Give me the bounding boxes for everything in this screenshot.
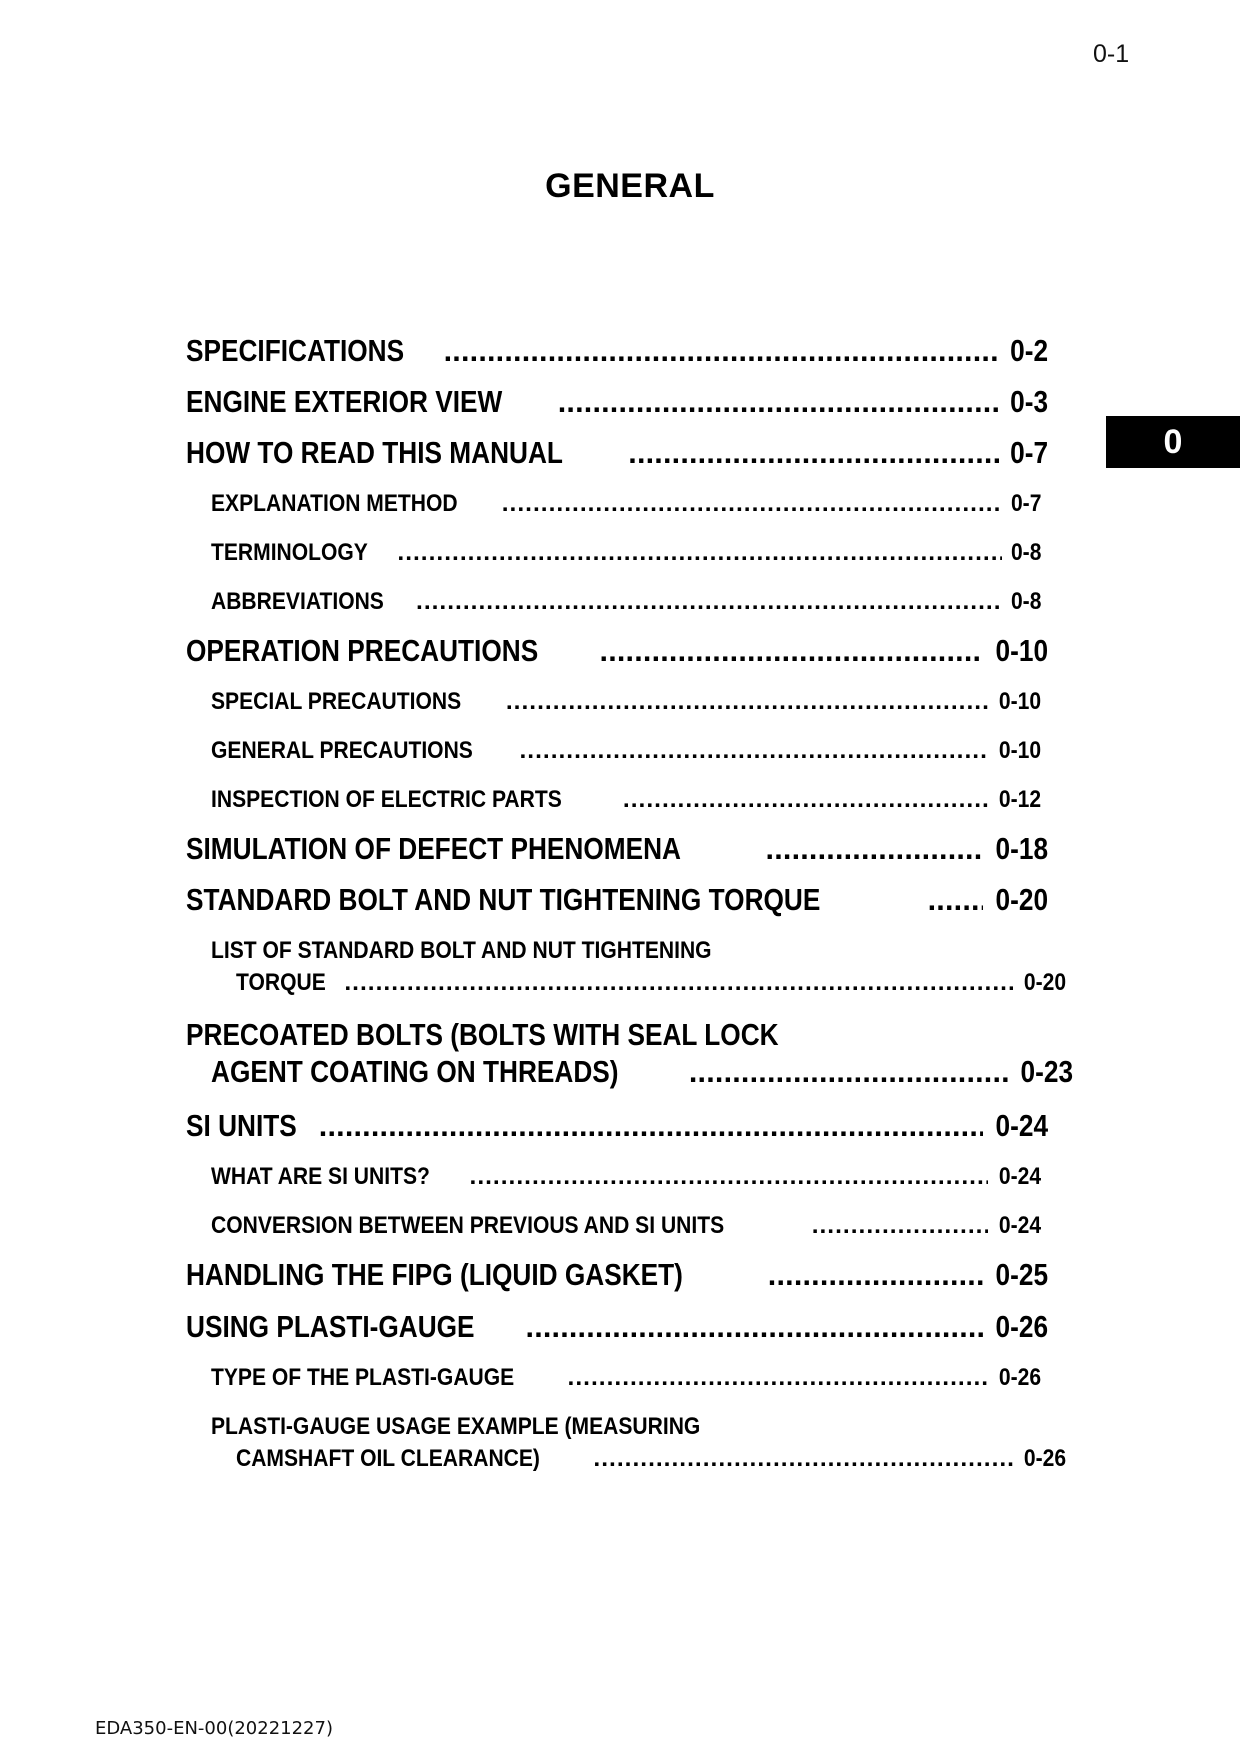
dot-leader <box>519 737 987 765</box>
toc-entry-title: TORQUE <box>236 969 326 996</box>
toc-entry-conversion-between-previous-and-si-units[interactable] <box>211 1212 1041 1240</box>
dot-leader <box>928 883 983 918</box>
toc-entry-title: SPECIFICATIONS <box>186 334 405 368</box>
toc-entry-page[interactable]: 0-7 <box>1010 436 1048 470</box>
toc-entry-title: CONVERSION BETWEEN PREVIOUS AND SI UNITS <box>211 1212 725 1239</box>
dot-leader <box>397 539 1001 567</box>
toc-entry-operation-precautions[interactable] <box>186 634 1048 669</box>
toc-entry-precoated-bolts[interactable] <box>186 1018 1073 1090</box>
toc-entry-terminology[interactable] <box>211 539 1041 567</box>
toc-entry-title: TYPE OF THE PLASTI-GAUGE <box>211 1364 515 1391</box>
toc-entry-page[interactable]: 0-24 <box>995 1109 1048 1143</box>
toc-entry-engine-exterior-view[interactable] <box>186 385 1048 420</box>
toc-entry-title: CAMSHAFT OIL CLEARANCE) <box>236 1445 540 1472</box>
toc-entry-title: INSPECTION OF ELECTRIC PARTS <box>211 786 562 813</box>
toc-entry-page[interactable]: 0-18 <box>995 832 1048 866</box>
toc-entry-simulation-of-defect-phenomena[interactable] <box>186 832 1048 867</box>
dot-leader <box>689 1055 1008 1090</box>
toc-entry-title: USING PLASTI-GAUGE <box>186 1310 475 1344</box>
toc-entry-page[interactable]: 0-3 <box>1010 385 1048 419</box>
toc-entry-title: TERMINOLOGY <box>211 539 368 566</box>
toc-entry-page[interactable]: 0-24 <box>998 1163 1041 1190</box>
toc-entry-type-of-the-plasti-gauge[interactable] <box>211 1364 1041 1392</box>
toc-entry-page[interactable]: 0-20 <box>1023 969 1066 996</box>
dot-leader <box>502 490 1002 518</box>
toc-entry-page[interactable]: 0-26 <box>995 1310 1048 1344</box>
dot-leader <box>766 832 983 867</box>
dot-leader <box>526 1310 983 1345</box>
toc-entry-page[interactable]: 0-10 <box>998 737 1041 764</box>
toc-entry-page[interactable]: 0-2 <box>1010 334 1048 368</box>
toc-entry-plasti-gauge-usage-example[interactable] <box>211 1413 1066 1473</box>
toc-entry-title: ABBREVIATIONS <box>211 588 384 615</box>
toc-entry-title-line1: PRECOATED BOLTS (BOLTS WITH SEAL LOCK <box>186 1018 779 1052</box>
page-title: GENERAL <box>545 167 715 205</box>
toc-entry-title: OPERATION PRECAUTIONS <box>186 634 539 668</box>
toc-entry-title: SPECIAL PRECAUTIONS <box>211 688 462 715</box>
toc-entry-title: HOW TO READ THIS MANUAL <box>186 436 563 470</box>
dot-leader <box>768 1258 983 1293</box>
toc-entry-special-precautions[interactable] <box>211 688 1041 716</box>
dot-leader <box>444 334 1000 369</box>
dot-leader <box>470 1163 988 1191</box>
toc-entry-si-units[interactable] <box>186 1109 1048 1144</box>
toc-entry-handling-the-fipg[interactable] <box>186 1258 1048 1293</box>
dot-leader <box>344 969 1013 997</box>
toc-entry-standard-bolt-and-nut-tightening-torque[interactable] <box>186 883 1048 918</box>
toc-entry-page[interactable]: 0-24 <box>998 1212 1041 1239</box>
dot-leader <box>593 1445 1013 1473</box>
toc-entry-title-line1: PLASTI-GAUGE USAGE EXAMPLE (MEASURING <box>211 1413 701 1440</box>
dot-leader <box>506 688 988 716</box>
toc-entry-page[interactable]: 0-12 <box>998 786 1041 813</box>
chapter-tab[interactable]: 0 <box>1106 416 1240 468</box>
toc-entry-how-to-read-this-manual[interactable] <box>186 436 1048 471</box>
toc-entry-page[interactable]: 0-23 <box>1020 1055 1073 1089</box>
toc-entry-list-of-standard-bolt-and-nut-tightening-torque[interactable] <box>211 937 1066 997</box>
toc-entry-page[interactable]: 0-10 <box>995 634 1048 668</box>
toc-entry-page[interactable]: 0-26 <box>1023 1445 1066 1472</box>
dot-leader <box>319 1109 983 1144</box>
toc-entry-inspection-of-electric-parts[interactable] <box>211 786 1041 814</box>
toc-entry-title: WHAT ARE SI UNITS? <box>211 1163 430 1190</box>
toc-entry-title-line1: LIST OF STANDARD BOLT AND NUT TIGHTENING <box>211 937 712 964</box>
toc-entry-page[interactable]: 0-20 <box>995 883 1048 917</box>
toc-entry-title: EXPLANATION METHOD <box>211 490 458 517</box>
toc-entry-page[interactable]: 0-25 <box>995 1258 1048 1292</box>
toc-entry-page[interactable]: 0-8 <box>1010 539 1041 566</box>
toc-entry-title: SI UNITS <box>186 1109 297 1143</box>
page-number: 0-1 <box>1093 40 1130 68</box>
document-code-footer: EDA350-EN-00(20221227) <box>95 1718 333 1739</box>
toc-entry-title: AGENT COATING ON THREADS) <box>211 1055 619 1089</box>
dot-leader <box>558 385 1000 420</box>
toc-entry-title: ENGINE EXTERIOR VIEW <box>186 385 503 419</box>
toc-entry-page[interactable]: 0-10 <box>998 688 1041 715</box>
toc-entry-what-are-si-units[interactable] <box>211 1163 1041 1191</box>
toc-entry-abbreviations[interactable] <box>211 588 1041 616</box>
toc-entry-general-precautions[interactable] <box>211 737 1041 765</box>
dot-leader <box>416 588 1002 616</box>
toc-entry-page[interactable]: 0-8 <box>1010 588 1041 615</box>
dot-leader <box>600 634 983 669</box>
toc-entry-title: SIMULATION OF DEFECT PHENOMENA <box>186 832 681 866</box>
toc-entry-page[interactable]: 0-7 <box>1010 490 1041 517</box>
toc-entry-page[interactable]: 0-26 <box>998 1364 1041 1391</box>
toc-entry-specifications[interactable] <box>186 334 1048 369</box>
toc-entry-title: HANDLING THE FIPG (LIQUID GASKET) <box>186 1258 683 1292</box>
dot-leader <box>628 436 1000 471</box>
toc-entry-title: GENERAL PRECAUTIONS <box>211 737 473 764</box>
toc-entry-explanation-method[interactable] <box>211 490 1041 518</box>
toc-entry-title: STANDARD BOLT AND NUT TIGHTENING TORQUE <box>186 883 821 917</box>
dot-leader <box>812 1212 988 1240</box>
dot-leader <box>568 1364 988 1392</box>
toc-entry-using-plasti-gauge[interactable] <box>186 1310 1048 1345</box>
dot-leader <box>623 786 988 814</box>
